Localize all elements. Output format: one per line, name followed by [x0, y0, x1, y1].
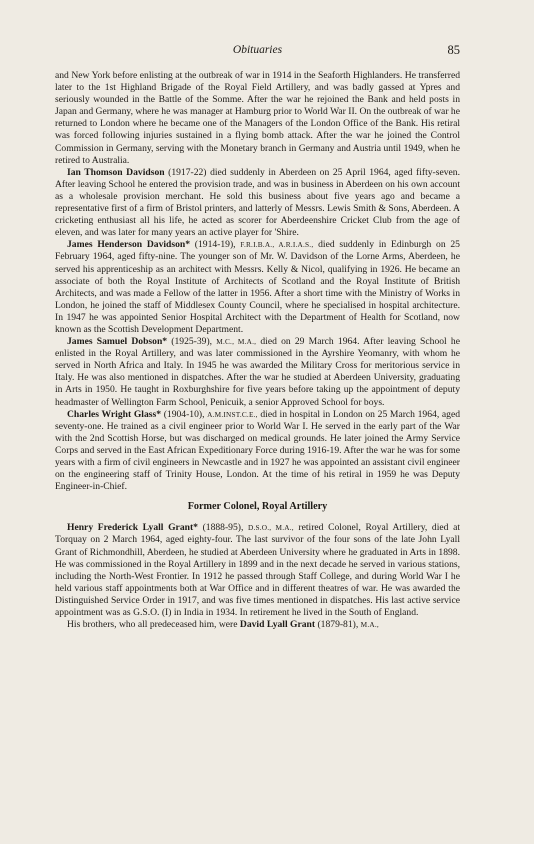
paragraph-text: died suddenly in Edinburgh on 25 February 1964, aged fifty-nine. The younger son of Mr. W. Davidson of the Lorne Arms, Aberdeen, he served his apprenticeship as an architect with Messrs. Kelly & Nicol, qualifying in 1926. He became an associate of both the Royal Institute of Architects of Scotland and the Royal Institute of British Architects, and was made a Fellow of the latter in 1956. After a short time with the Ministry of Works in London, he joined the staff of Middlesex County Council, where he specialised in hospital architecture. In 1947 he was appointed Senior Hospital Architect with the Department of Health for Scotland, now known as the Scottish Development Department.	[55, 239, 460, 335]
attendance-years: (1879-81),	[317, 619, 359, 631]
paragraph-text: died suddenly in Aberdeen on 25 April 1964, aged fifty-seven. After leaving School he entered the provision trade, and was in business in Aberdeen on his own account as a wholesale provision merchant. He sold this business about five years ago and became a representative first of a firm of Bristol printers, and latterly of Messrs. Lewis Smith & Sons, Aberdeen. A cricketing enthusiast all his life, he acted as scorer for Aberdeenshire Cricket Club from the age of eleven, and was later for many years an active player for 'Shire.	[55, 166, 460, 239]
obituary-glass	[55, 409, 460, 494]
qualifications: D.S.O., M.A.,	[248, 523, 294, 533]
qualifications: A.M.INST.C.E.,	[207, 409, 258, 419]
qualifications: M.A.,	[360, 620, 379, 630]
paragraph-text: retired Colonel, Royal Artillery, died at Torquay on 2 March 1964, aged eighty-four. The last survivor of the four sons of the late John Lyall Grant of Richmondhill, Aberdeen, he studied at Aberdeen University where he graduated in Arts in 1898. He was commissioned in the Royal Artillery in 1899 and in the next decade he served in various stations, including the North-West Frontier. In 1912 he passed through Staff College, and during World War I he held various staff appointments both at War Office and in different theatres of war. He was awarded the Distinguished Service Order in 1917, and was five times mentioned in dispatches. His last active service appointment was as G.S.O. (I) in India in 1934. In retirement he lived in the South of England.	[55, 522, 461, 619]
obituary-dobson	[55, 336, 460, 409]
attendance-years: (1917-22)	[168, 166, 207, 178]
running-title: Obituaries	[232, 44, 283, 56]
section-heading: Former Colonel, Royal Artillery	[187, 501, 328, 513]
person-name: Ian Thomson Davidson	[67, 166, 165, 178]
person-name: Charles Wright Glass*	[67, 408, 162, 420]
obituaries-text	[55, 70, 460, 631]
attendance-years: (1925-39),	[171, 336, 213, 348]
attendance-years: (1914-19),	[194, 239, 236, 251]
qualifications: M.C., M.A.,	[216, 337, 257, 347]
person-name: James Henderson Davidson*	[67, 239, 191, 251]
person-name: James Samuel Dobson*	[67, 336, 168, 348]
paragraph-text: and New York before enlisting at the outbreak of war in 1914 in the Seaforth Highlanders. He transferred later to the 1st Highland Brigade of the Royal Field Artillery, and was badly gassed at Ypres and seriously wounded in the Battle of the Somme. After the war he rejoined the Bank and held posts in Japan and Germany, where he was manager at Hamburg prior to World War II. On the outbreak of war he returned to London where he became one of the Managers of the London Office of the Bank. His retiral was forced following injuries sustained in a flying bomb attack. After the war he joined the Control Commission in Germany, serving with the Monetary branch in Germany and Austria until 1949, when he retired to Australia.	[55, 70, 460, 166]
person-name: Henry Frederick Lyall Grant*	[67, 522, 198, 534]
obituary-davidson-ian	[55, 167, 460, 240]
obituary-davidson-james	[55, 239, 460, 336]
obituary-lyall-grant	[55, 522, 460, 619]
qualifications: F.R.I.B.A., A.R.I.A.S.,	[240, 240, 314, 250]
paragraph-text: died on 29 March 1964. After leaving School he enlisted in the Royal Artillery, and was later commissioned in the Ayrshire Yeomanry, with whom he served in North Africa and Italy. In 1945 he was awarded the Military Cross for meritorious service in Italy. He was also mentioned in dispatches. After the war he studied at Aberdeen University, graduating in Arts in 1950. He taught in Roxburghshire for five years before taking up the appointment of deputy headmaster of Wellington Farm School, Penicuik, a senior Approved School for boys.	[55, 336, 460, 408]
paragraph-text: died in hospital in London on 25 March 1964, aged seventy-one. He trained as a civil engineer prior to World War I. He served in the early part of the War with the 2nd Scottish Horse, but was discharged on medical grounds. He later joined the Army Service Corps and served in the East African Expeditionary Force during 1916-19. After the war he was for some years with a firm of civil engineers in Newcastle and in 1927 he was appointed an assistant civil engineer on the engineering staff of Trinity House, London. At the time of his retiral in 1959 he was Deputy Engineer-in-Chief.	[55, 408, 461, 493]
page-header	[55, 44, 460, 60]
continued-paragraph	[55, 70, 460, 167]
paragraph-text: His brothers, who all predeceased him, were	[67, 619, 238, 631]
person-name: David Lyall Grant	[239, 619, 316, 631]
attendance-years: (1904-10),	[163, 408, 205, 420]
page-number: 85	[447, 43, 460, 57]
attendance-years: (1888-95),	[202, 522, 244, 534]
brothers-paragraph	[55, 619, 460, 631]
